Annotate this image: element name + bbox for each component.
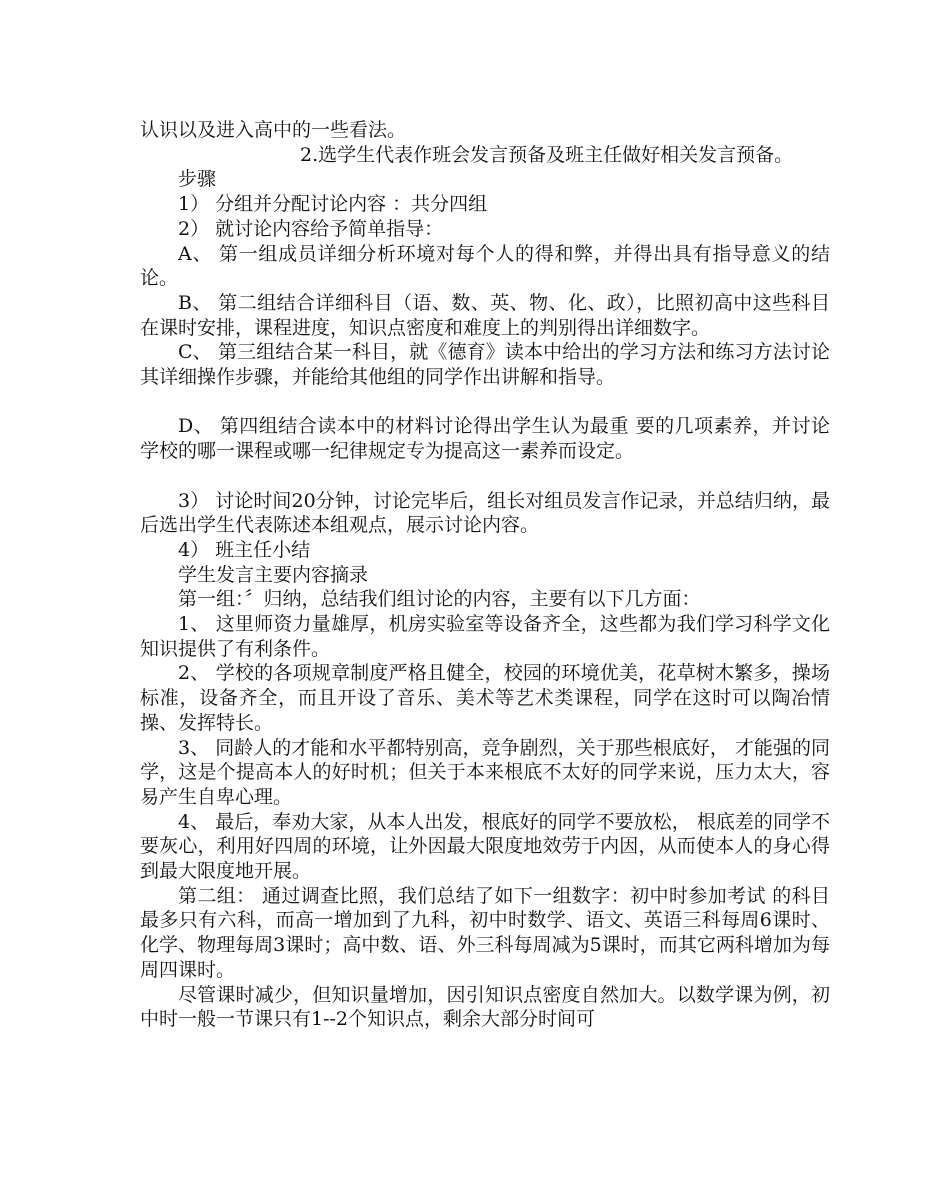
step-2: 2） 就讨论内容给予简单指导： xyxy=(178,217,444,240)
document-body xyxy=(140,118,830,1032)
step-1: 1） 分组并分配讨论内容 ：共分四组 xyxy=(178,193,488,216)
step-2-item-b: B、 第二组结合详细科目（语、数、英、物、化、政），比照初高中这些科目在课时安排，课程进度，知识点密度和难度上的判别得出详细数字。 xyxy=(140,291,830,339)
step-2-item-a: A、 第一组成员详细分析环境对每个人的得和弊，并得出具有指导意义的结论。 xyxy=(140,242,830,290)
paragraph-preparation-2: 2.选学生代表作班会发言预备及班主任做好相关发言预备。 xyxy=(300,143,794,166)
step-3: 3） 讨论时间20分钟，讨论完毕后，组长对组员发言作记录，并总结归纳，最后选出学生代表陈述本组观点，展示讨论内容。 xyxy=(140,489,830,537)
group-1-point-2: 2、 学校的各项规章制度严格且健全，校园的环境优美，花草树木繁多，操场标准，设备齐全，而且开设了音乐、美术等艺术类课程，同学在这时可以陶冶情操、发挥特长。 xyxy=(140,662,830,734)
group-1-point-4: 4、 最后，奉劝大家，从本人出发，根底好的同学不要放松， 根底差的同学不要灰心，利用好四周的环境，让外因最大限度地效劳于内因，从而使本人的身心得到最大限度地开展。 xyxy=(140,810,830,883)
step-2-item-d: D、 第四组结合读本中的材料讨论得出学生认为最重 要的几项素养，并讨论学校的哪一课程或哪一纪律规定专为提高这一素养而设定。 xyxy=(140,415,830,463)
group-1-point-1: 1、 这里师资力量雄厚，机房实验室等设备齐全，这些都为我们学习科学文化知识提供了有利条件。 xyxy=(140,613,830,660)
step-2-item-c: C、 第三组结合某一科目，就《德育》读本中给出的学习方法和练习方法讨论其详细操作步骤，并能给其他组的同学作出讲解和指导。 xyxy=(140,341,830,389)
group-2-intro: 第二组： 通过调查比照，我们总结了如下一组数字：初中时参加考试 的科目最多只有六科，而高一增加到了九科，初中时数学、语文、英语三科每周6课时、化学、物理每周3课时；高中数、语、外三科每周减为5课时，而其它两科增加为每周四课时。 xyxy=(140,884,830,981)
group-1-point-3: 3、 同龄人的才能和水平都特别高，竞争剧烈，关于那些根底好， 才能强的同学，这是个提高本人的好时机；但关于本来根底不太好的同学来说，压力太大，容易产生自卑心理。 xyxy=(140,736,830,808)
heading-steps: 步骤 xyxy=(178,168,217,191)
step-4: 4） 班主任小结 xyxy=(178,538,311,561)
group-1-intro: 第一组：〞归纳，总结我们组讨论的内容，主要有以下几方面： xyxy=(178,588,701,611)
heading-student-speeches: 学生发言主要内容摘录 xyxy=(178,563,369,586)
paragraph-intro-continuation: 认识以及进入高中的一些看法。 xyxy=(140,119,407,141)
group-2-paragraph: 尽管课时减少，但知识量增加，因引知识点密度自然加大。以数学课为例，初中时一般一节课只有1--2个知识点，剩余大部分时间可 xyxy=(140,983,830,1031)
